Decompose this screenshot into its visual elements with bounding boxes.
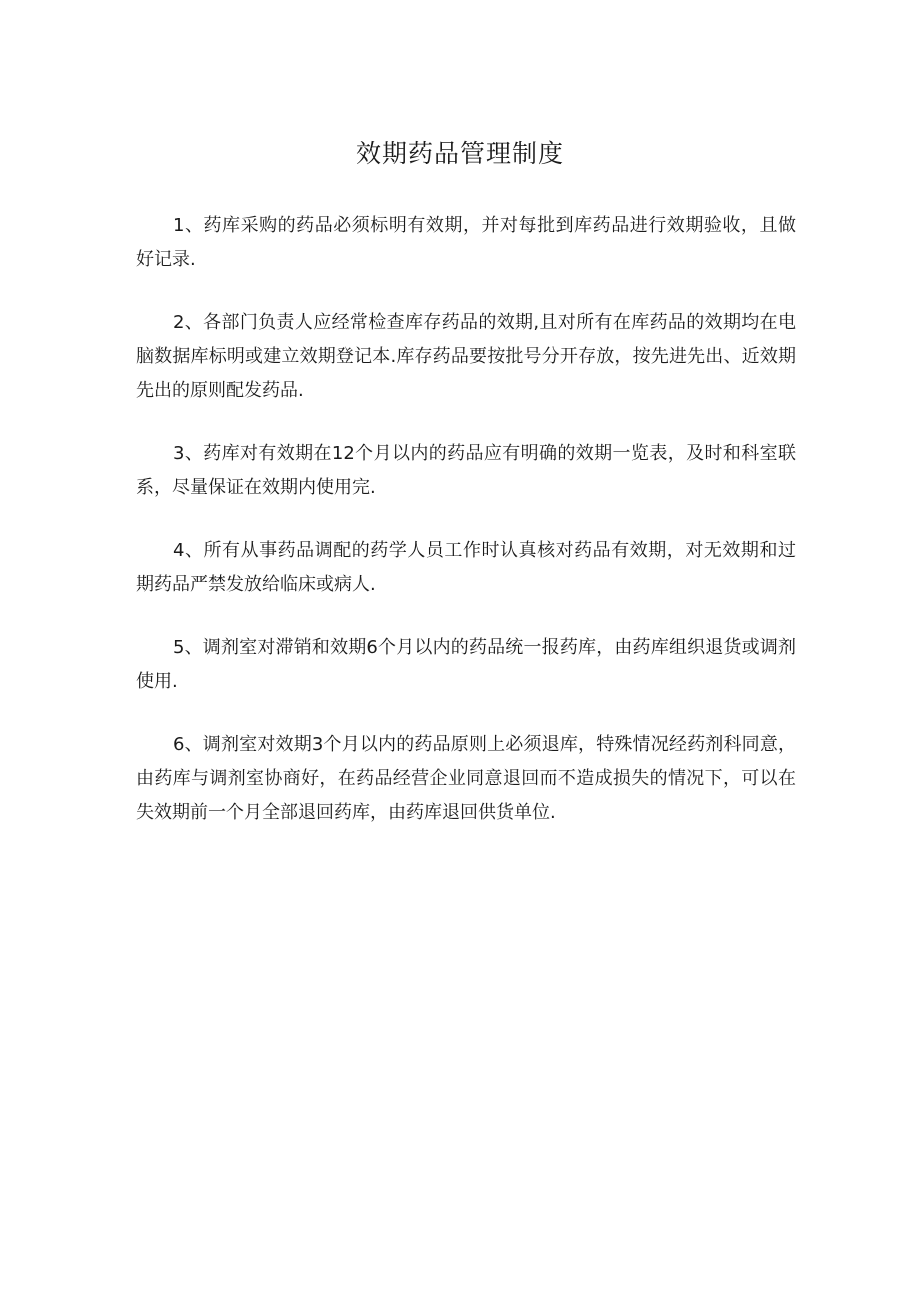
paragraph-2: 2、各部门负责人应经常检查库存药品的效期,且对所有在库药品的效期均在电脑数据库标明或建立效期登记本.库存药品要按批号分开存放，按先进先出、近效期先出的原则配发药品.	[136, 312, 796, 401]
paragraph-5: 5、调剂室对滞销和效期6个月以内的药品统一报药库，由药库组织退货或调剂使用.	[136, 637, 796, 692]
paragraph-6: 6、调剂室对效期3个月以内的药品原则上必须退库，特殊情况经药剂科同意，由药库与调剂室协商好，在药品经营企业同意退回而不造成损失的情况下，可以在失效期前一个月全部退回药库，由药库退回供货单位.	[136, 734, 796, 823]
page-title: 效期药品管理制度	[355, 139, 564, 168]
paragraph-1: 1、药库采购的药品必须标明有效期，并对每批到库药品进行效期验收，且做好记录.	[136, 215, 796, 270]
document-body	[136, 209, 796, 859]
paragraph-4: 4、所有从事药品调配的药学人员工作时认真核对药品有效期，对无效期和过期药品严禁发放给临床或病人.	[136, 540, 796, 595]
paragraph-3: 3、药库对有效期在12个月以内的药品应有明确的效期一览表，及时和科室联系，尽量保证在效期内使用完.	[136, 443, 796, 498]
